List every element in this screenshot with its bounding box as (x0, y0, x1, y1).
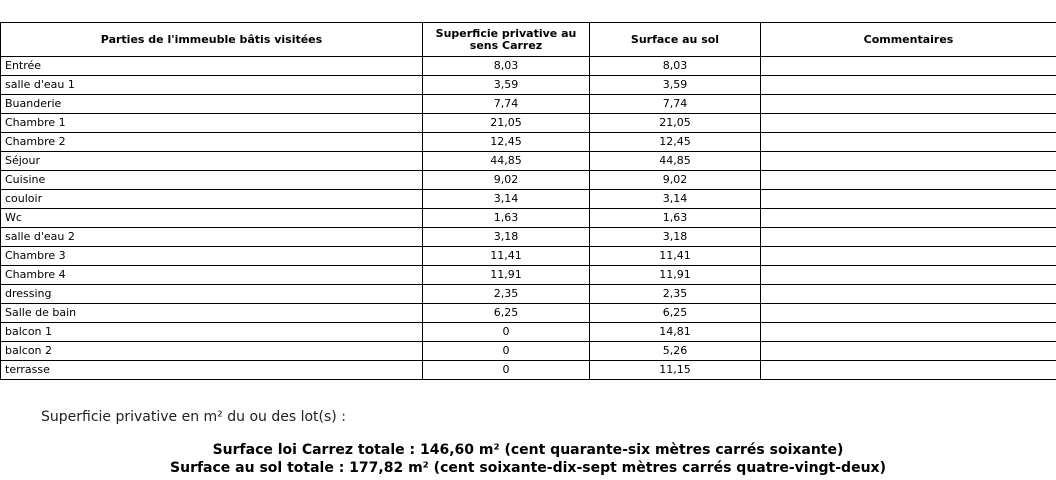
table-header (1, 23, 1056, 57)
cell-piece: Entrée (1, 57, 423, 76)
cell-commentaire (761, 247, 1056, 266)
cell-commentaire (761, 152, 1056, 171)
cell-carrez: 3,59 (423, 76, 590, 95)
cell-piece: balcon 1 (1, 323, 423, 342)
cell-piece: Chambre 3 (1, 247, 423, 266)
cell-carrez: 44,85 (423, 152, 590, 171)
cell-piece: Buanderie (1, 95, 423, 114)
header-carrez: Superficie privative au sens Carrez (423, 23, 590, 57)
cell-commentaire (761, 114, 1056, 133)
table-row (1, 95, 1056, 114)
cell-carrez: 0 (423, 323, 590, 342)
cell-carrez: 9,02 (423, 171, 590, 190)
cell-commentaire (761, 323, 1056, 342)
cell-surface-sol: 1,63 (590, 209, 761, 228)
table-row (1, 76, 1056, 95)
cell-carrez: 3,14 (423, 190, 590, 209)
cell-piece: terrasse (1, 361, 423, 380)
cell-carrez: 6,25 (423, 304, 590, 323)
cell-carrez: 0 (423, 342, 590, 361)
cell-carrez: 12,45 (423, 133, 590, 152)
cell-surface-sol: 3,14 (590, 190, 761, 209)
carrez-total: Surface loi Carrez totale : 146,60 m² (cent quarante-six mètres carrés soixante) (212, 442, 844, 458)
cell-surface-sol: 44,85 (590, 152, 761, 171)
surface-table (0, 22, 1056, 380)
cell-piece: Wc (1, 209, 423, 228)
cell-surface-sol: 2,35 (590, 285, 761, 304)
cell-commentaire (761, 304, 1056, 323)
cell-commentaire (761, 76, 1056, 95)
cell-piece: Chambre 4 (1, 266, 423, 285)
table-row (1, 342, 1056, 361)
cell-commentaire (761, 342, 1056, 361)
table-row (1, 323, 1056, 342)
cell-piece: Chambre 1 (1, 114, 423, 133)
cell-surface-sol: 21,05 (590, 114, 761, 133)
cell-surface-sol: 7,74 (590, 95, 761, 114)
surface-intro: Superficie privative en m² du ou des lot(s) : (41, 409, 346, 425)
cell-carrez: 1,63 (423, 209, 590, 228)
table-row (1, 285, 1056, 304)
cell-commentaire (761, 266, 1056, 285)
table-row (1, 304, 1056, 323)
cell-surface-sol: 11,91 (590, 266, 761, 285)
cell-surface-sol: 8,03 (590, 57, 761, 76)
table-row (1, 247, 1056, 266)
table-row (1, 209, 1056, 228)
cell-carrez: 2,35 (423, 285, 590, 304)
cell-commentaire (761, 133, 1056, 152)
table-row (1, 57, 1056, 76)
cell-carrez: 0 (423, 361, 590, 380)
cell-commentaire (761, 190, 1056, 209)
cell-carrez: 3,18 (423, 228, 590, 247)
cell-piece: Salle de bain (1, 304, 423, 323)
cell-carrez: 7,74 (423, 95, 590, 114)
cell-piece: salle d'eau 1 (1, 76, 423, 95)
cell-carrez: 21,05 (423, 114, 590, 133)
cell-carrez: 11,41 (423, 247, 590, 266)
cell-piece: Séjour (1, 152, 423, 171)
table-row (1, 190, 1056, 209)
cell-surface-sol: 3,59 (590, 76, 761, 95)
table-body (1, 57, 1056, 380)
cell-piece: couloir (1, 190, 423, 209)
cell-surface-sol: 14,81 (590, 323, 761, 342)
cell-carrez: 11,91 (423, 266, 590, 285)
cell-surface-sol: 9,02 (590, 171, 761, 190)
cell-commentaire (761, 209, 1056, 228)
cell-piece: Cuisine (1, 171, 423, 190)
table-row (1, 133, 1056, 152)
table-row (1, 266, 1056, 285)
cell-piece: dressing (1, 285, 423, 304)
cell-surface-sol: 11,41 (590, 247, 761, 266)
cell-commentaire (761, 95, 1056, 114)
cell-commentaire (761, 285, 1056, 304)
cell-surface-sol: 6,25 (590, 304, 761, 323)
cell-surface-sol: 5,26 (590, 342, 761, 361)
sol-total: Surface au sol totale : 177,82 m² (cent soixante-dix-sept mètres carrés quatre-vingt-deux) (170, 460, 886, 476)
table-row (1, 171, 1056, 190)
cell-piece: Chambre 2 (1, 133, 423, 152)
cell-commentaire (761, 228, 1056, 247)
cell-piece: salle d'eau 2 (1, 228, 423, 247)
cell-commentaire (761, 361, 1056, 380)
table-row (1, 228, 1056, 247)
header-parties: Parties de l'immeuble bâtis visitées (1, 23, 423, 57)
cell-surface-sol: 3,18 (590, 228, 761, 247)
cell-carrez: 8,03 (423, 57, 590, 76)
header-surface-sol: Surface au sol (590, 23, 761, 57)
table-row (1, 152, 1056, 171)
table-row (1, 114, 1056, 133)
header-commentaires: Commentaires (761, 23, 1056, 57)
header-row (1, 23, 1056, 57)
cell-surface-sol: 11,15 (590, 361, 761, 380)
cell-commentaire (761, 57, 1056, 76)
table-row (1, 361, 1056, 380)
cell-surface-sol: 12,45 (590, 133, 761, 152)
cell-piece: balcon 2 (1, 342, 423, 361)
cell-commentaire (761, 171, 1056, 190)
